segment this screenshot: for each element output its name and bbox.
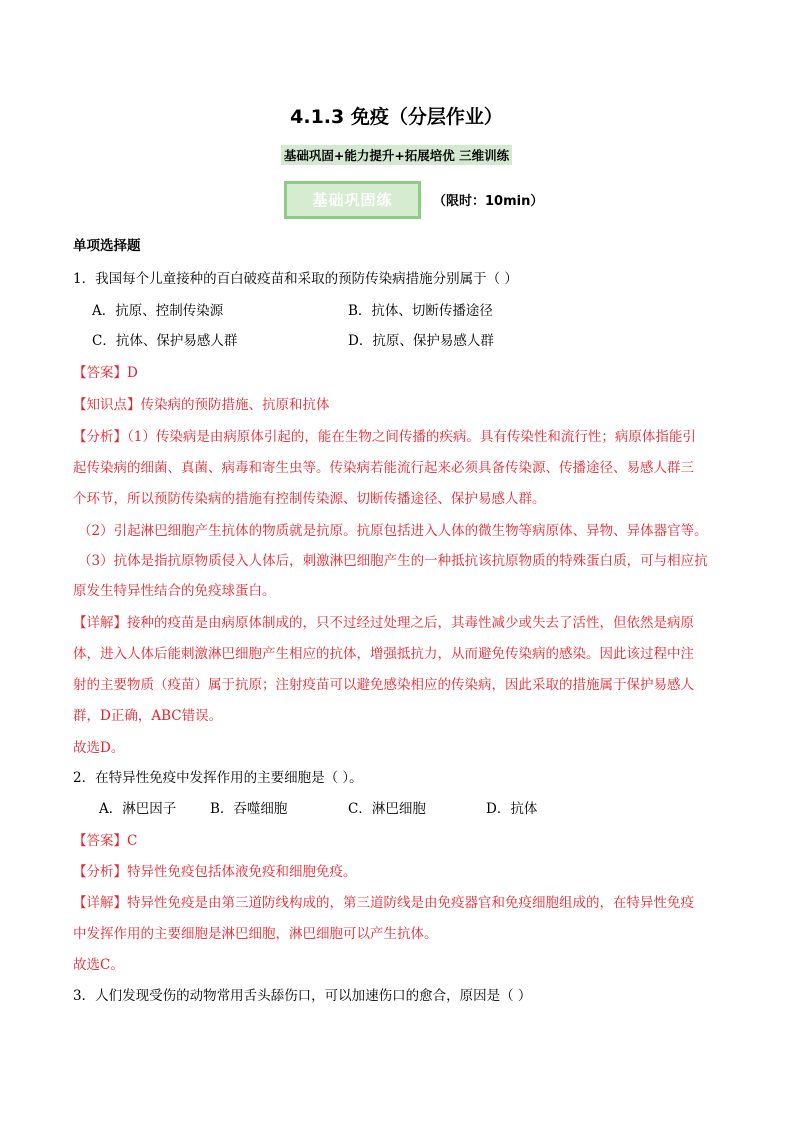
- q1-analysis-line: 个环节，所以预防传染病的措施有控制传染源、切断传播途径、保护易感人群。: [73, 491, 546, 507]
- q1-detail-line: 射的主要物质（疫苗）属于抗原；注射疫苗可以避免感染相应的传染病，因此采取的措施属于保护易感人: [73, 677, 694, 693]
- q2-option-b: B．吞噬细胞: [210, 801, 288, 817]
- time-limit: （限时：10min）: [433, 194, 544, 209]
- q1-option-b: B．抗体、切断传播途径: [348, 303, 493, 319]
- q1-analysis-line: 起传染病的细菌、真菌、病毒和寄生虫等。传染病若能流行起来必须具备传染源、传播途径、易感人群三: [73, 460, 694, 476]
- q2-option-d: D．抗体: [486, 801, 538, 817]
- q1-analysis-line: （3）抗体是指抗原物质侵入人体后，刺激淋巴细胞产生的一种抵抗该抗原物质的特殊蛋白质，可与相应抗: [78, 553, 708, 569]
- q1-analysis-line: （2）引起淋巴细胞产生抗体的物质就是抗原。抗原包括进入人体的微生物等病原体、异物、异体器官等。: [78, 523, 708, 539]
- q1-conclusion: 故选D。: [73, 740, 125, 756]
- q1-option-a: A．抗原、控制传染源: [92, 303, 224, 319]
- q2-answer: 【答案】C: [73, 833, 138, 849]
- q2-detail-line: 【详解】特异性免疫是由第三道防线构成的，第三道防线是由免疫器官和免疫细胞组成的，在特异性免疫: [73, 895, 694, 911]
- q1-stem: 1．我国每个儿童接种的百白破疫苗和采取的预防传染病措施分别属于（ ）: [73, 271, 518, 287]
- q1-analysis-line: 原发生特异性结合的免疫球蛋白。: [73, 583, 276, 599]
- q1-detail-line: 体，进入人体后能刺激淋巴细胞产生相应的抗体，增强抵抗力，从而避免传染病的感染。因此该过程中注: [73, 646, 694, 662]
- q2-option-c: C．淋巴细胞: [348, 801, 426, 817]
- q1-option-d: D．抗原、保护易感人群: [348, 333, 494, 349]
- page-title: 4.1.3 免疫（分层作业）: [290, 106, 503, 128]
- q3-stem: 3．人们发现受伤的动物常用舌头舔伤口，可以加速伤口的愈合，原因是（ ）: [73, 988, 532, 1004]
- q1-analysis-line: 【分析】（1）传染病是由病原体引起的，能在生物之间传播的疾病。具有传染性和流行性；病原体指能引: [73, 429, 696, 445]
- q1-answer: 【答案】D: [73, 365, 138, 381]
- q1-knowledge: 【知识点】传染病的预防措施、抗原和抗体: [73, 397, 330, 413]
- subtitle: 基础巩固+能力提升+拓展培优 三维训练: [281, 145, 512, 165]
- subtitle-wrap: [0, 145, 793, 165]
- q2-option-a: A．淋巴因子: [99, 801, 177, 817]
- q2-conclusion: 故选C。: [73, 957, 124, 973]
- q1-option-c: C．抗体、保护易感人群: [92, 333, 238, 349]
- q2-detail-line: 中发挥作用的主要细胞是淋巴细胞，淋巴细胞可以产生抗体。: [73, 926, 438, 942]
- section-heading: 单项选择题: [73, 238, 141, 254]
- q2-stem: 2．在特异性免疫中发挥作用的主要细胞是（ ）。: [73, 770, 363, 786]
- q1-detail-line: 群，D正确，ABC错误。: [73, 708, 223, 724]
- section-badge: 基础巩固练: [284, 181, 421, 219]
- q2-analysis: 【分析】特异性免疫包括体液免疫和细胞免疫。: [73, 864, 357, 880]
- q1-detail-line: 【详解】接种的疫苗是由病原体制成的，只不过经过处理之后，其毒性减少或失去了活性，但依然是病原: [73, 615, 694, 631]
